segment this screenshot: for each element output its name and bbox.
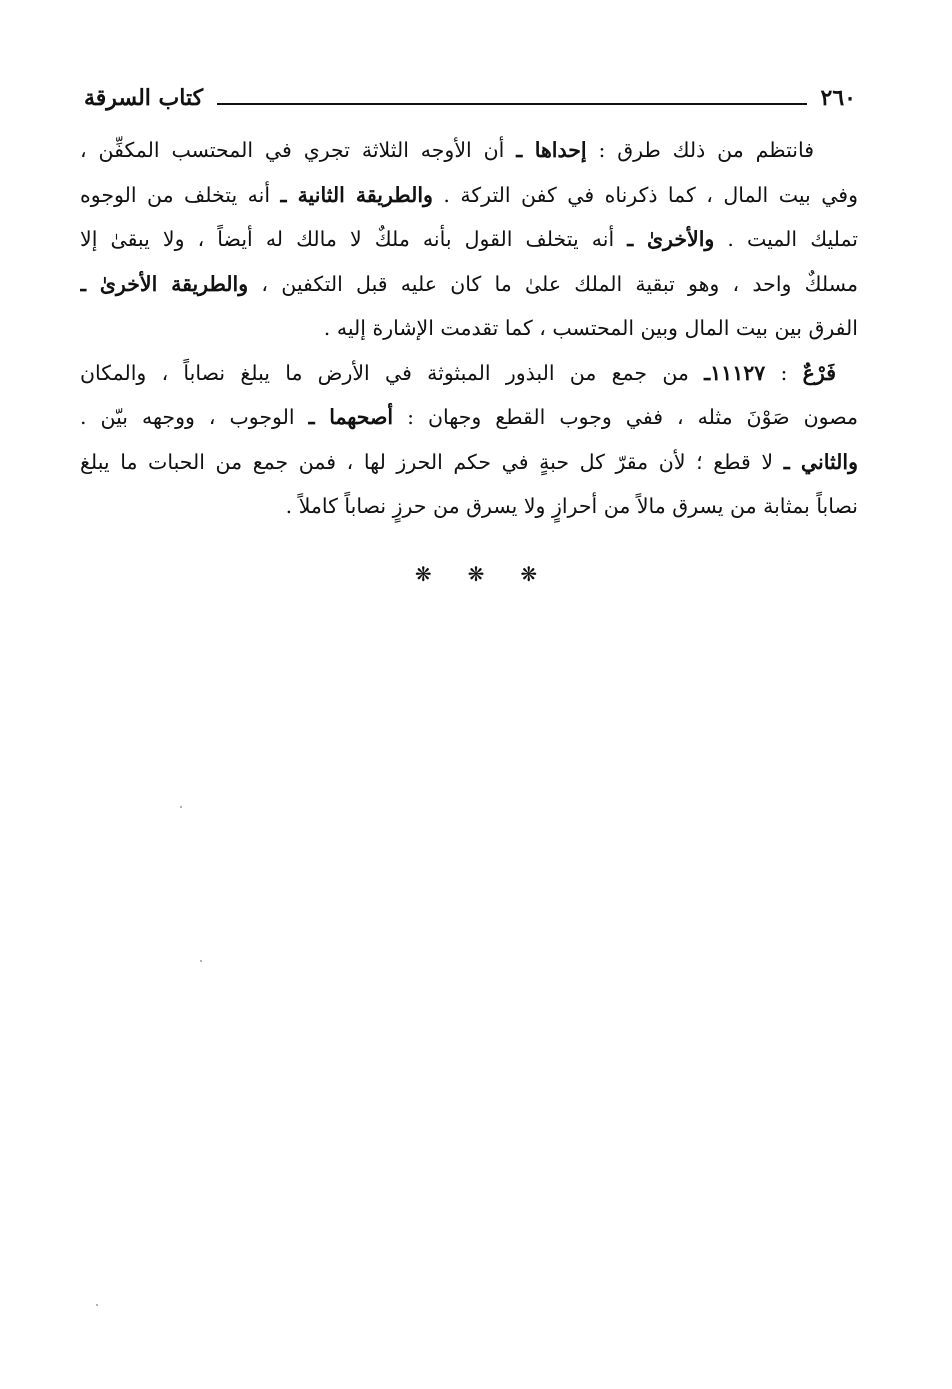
issue-number: ١١١٢٧ـ [704,360,766,385]
paragraph-1 [80,128,858,351]
paragraph-1-line-2 [80,173,858,218]
bold-heading-run: والطريقة الثانية ـ [280,182,433,207]
scan-speck [200,960,202,962]
header-rule [217,103,806,105]
scan-speck [180,806,182,808]
text-run: وفي بيت المال ، كما ذكرناه في كفن التركة . [432,182,858,207]
paragraph-1-line-1 [80,128,858,173]
text-run: من جمع من البذور المبثوثة في الأرض ما يبلغ نصاباً ، والمكان [80,360,705,385]
asterism-icon: ❋ [520,562,538,586]
paragraph-2-line-2 [80,395,858,440]
text-run: الفرق بين بيت المال وبين المحتسب ، كما تقدمت الإشارة إليه . [323,316,858,340]
book-title: كتاب السرقة [84,85,204,111]
page-number: ٢٦٠ [820,85,856,111]
paragraph-1-line-3 [80,217,858,262]
bold-heading-run: إحداها ـ [516,138,587,162]
text-run: أنه يتخلف من الوجوه [80,182,281,207]
section-end-ornament [0,562,952,586]
text-run: فانتظم من ذلك طرق : [586,138,815,162]
paragraph-1-line-4 [80,262,858,307]
bold-heading-run: والطريقة الأخرىٰ ـ [80,271,249,296]
asterism-icon: ❋ [467,562,485,586]
text-run: أن الأوجه الثلاثة تجري في المحتسب المكفِّن ، [80,138,517,162]
asterism-icon: ❋ [414,562,432,586]
text-run: مسلكٌ واحد ، وهو تبقية الملك علىٰ ما كان عليه قبل التكفين ، [248,271,858,296]
body-text [80,128,858,529]
text-run: أنه يتخلف القول بأنه ملكٌ لا مالك له أيضاً ، ولا يبقىٰ إلا [80,227,628,251]
bold-heading-run: أصحهما ـ [308,405,394,429]
running-header [84,78,856,118]
paragraph-2-line-1 [80,351,858,396]
text-run: : [765,360,803,385]
bold-heading-run: والثاني ـ [783,449,858,474]
text-run: تمليك الميت . [714,227,858,251]
text-run: نصاباً بمثابة من يسرق مالاً من أحرازٍ ولا يسرق من حرزٍ نصاباً كاملاً . [285,494,858,518]
text-run: لا قطع ؛ لأن مقرّ كل حبةٍ في حكم الحرز لها ، فمن جمع من الحبات ما يبلغ [80,449,784,474]
bold-heading-run: والأخرىٰ ـ [627,227,715,251]
paragraph-2-line-3 [80,440,858,485]
paragraph-2-line-4 [80,484,858,529]
far-label: فَرْعٌ [802,360,836,385]
text-run: مصون صَوْنَ مثله ، ففي وجوب القطع وجهان : [393,405,858,429]
paragraph-2 [80,351,858,529]
scan-speck [96,1304,98,1306]
paragraph-1-line-5 [80,306,858,351]
text-run: الوجوب ، ووجهه بيّن . [80,405,309,429]
